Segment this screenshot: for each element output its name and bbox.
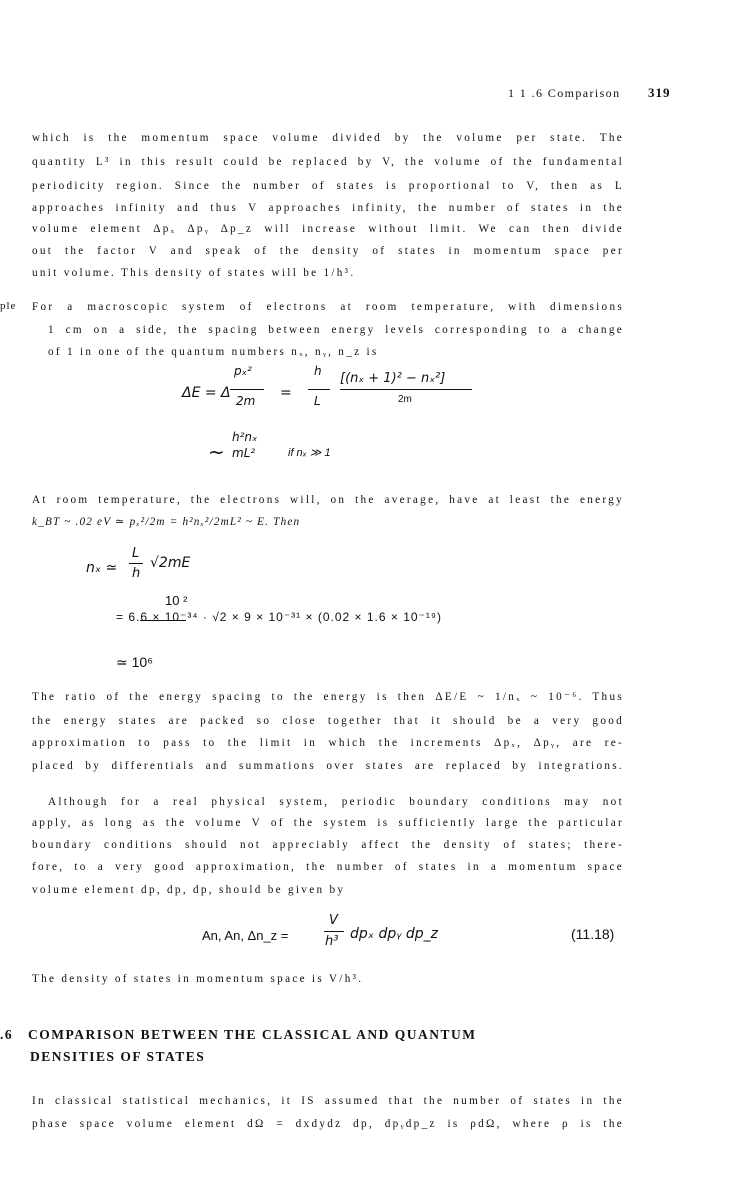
text-line: which is the momentum space volume divided by the volume per state. The [32,132,624,144]
text-line: out the factor V and speak of the density of states in momentum space per [32,245,624,257]
eq-frac-num: V [329,913,338,928]
text-line: volume element Δpₓ Δpᵧ Δp_z will increase without limit. We can then divide [32,223,624,235]
text-line: volume element dp, dp, dp, should be given by [32,884,346,896]
eq-equals: = [280,385,292,401]
eq-frac-num: h [314,364,322,378]
eq-condition: if nₓ ≫ 1 [288,447,331,459]
text-line: quantity L³ in this result could be replaced by V, the volume of the fundamental [32,156,624,168]
strikethrough [140,620,186,621]
fraction-bar [340,389,472,390]
fraction-bar [129,563,143,564]
equation-number: (11.18) [571,926,615,942]
eq-lhs: nₓ ≃ [86,560,118,576]
text-line: approximation to pass to the limit in which the increments Δpₓ, Δpᵧ, are re- [32,737,624,749]
eq-den: 2m [398,394,412,405]
text-line: unit volume. This density of states will be 1/h³. [32,267,356,279]
text-line: For a macroscopic system of electrons at room temperature, with dimensions [32,301,624,313]
eq-line-3: ≃ 10⁶ [116,654,153,670]
eq-frac-num: L [132,546,140,561]
text-line: placed by differentials and summations over states are replaced by integrations. [32,760,624,772]
text-line: apply, as long as the volume V of the system is sufficiently large the particular [32,817,624,829]
text-line: k_BT ~ .02 eV ≃ pₓ²/2m = h²nₓ²/2mL² ~ E. Then [32,516,301,528]
eq-lhs: An, An, Δn_z = [202,928,289,943]
eq-frac-den: 2m [236,394,256,408]
eq-lhs: ΔE = Δ [182,385,231,401]
running-head: 1 1 .6 Comparison [508,86,621,100]
eq-root: √2mE [150,555,191,571]
margin-label: ple [0,300,17,312]
eq-frac-den: h [132,566,141,581]
section-title-line-1: COMPARISON BETWEEN THE CLASSICAL AND QUANTUM [28,1027,477,1042]
eq-bracket: [(nₓ + 1)² − nₓ²] [340,371,446,386]
fraction-bar [324,931,344,932]
text-line: The ratio of the energy spacing to the energy is then ΔE/E ~ 1/nₓ ~ 10⁻⁶. Thus [32,691,624,703]
handwritten-correction: 10 ² [165,593,188,608]
fraction-bar [308,389,330,390]
eq-approx-num: h²nₓ [232,430,258,444]
text-line: boundary conditions should not appreciably affect the density of states; there- [32,839,624,851]
text-line: 1 cm on a side, the spacing between energy levels corresponding to a change [48,324,624,336]
eq-frac-den: L [314,394,321,408]
eq-approx-den: mL² [232,446,256,460]
text-line: At room temperature, the electrons will, on the average, have at least the energy [32,494,624,506]
eq-frac-den: h³ [325,934,339,949]
text-line: approaches infinity and thus V approaches infinity, the number of states in the [32,202,624,214]
eq-approx: ~ [208,440,225,464]
text-line: the energy states are packed so close together that it should be a very good [32,715,624,727]
text-line: periodicity region. Since the number of states is proportional to V, then as L [32,180,624,192]
page-number: 319 [648,85,671,100]
paragraph-5: The density of states in momentum space is V/h³. [32,973,364,985]
section-number: .6 [0,1027,14,1042]
section-title-line-2: DENSITIES OF STATES [30,1049,206,1064]
text-line: Although for a real physical system, periodic boundary conditions may not [48,796,624,808]
fraction-bar [230,389,264,390]
eq-line-2: = 6.6 × 10⁻³⁴ · √2 × 9 × 10⁻³¹ × (0.02 × 1.6 × 10⁻¹⁹) [116,610,443,624]
text-line: In classical statistical mechanics, it IS assumed that the number of states in the [32,1095,624,1107]
eq-rhs: dpₓ dpᵧ dp_z [350,926,438,942]
text-line: phase space volume element dΩ = dxdydz dp, dpᵧdp_z is ρdΩ, where ρ is the [32,1118,624,1130]
text-line: fore, to a very good approximation, the number of states in a momentum space [32,861,624,873]
text-line: of 1 in one of the quantum numbers nₓ, nᵧ, n_z is [48,346,379,358]
eq-frac-num: pₓ² [234,364,252,378]
